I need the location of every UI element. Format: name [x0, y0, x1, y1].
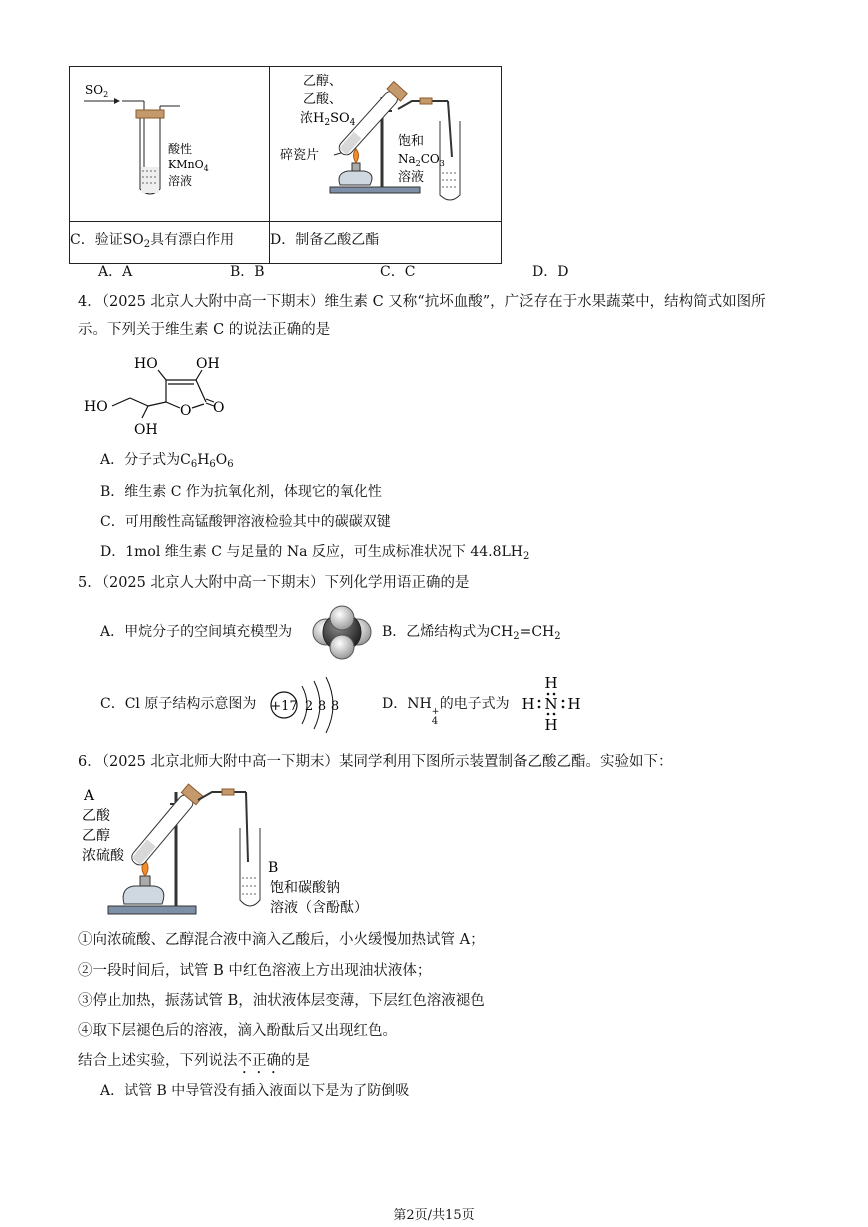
methane-fill-model — [306, 604, 378, 660]
ester-prep-apparatus — [270, 67, 501, 217]
q5-stem: 5．（2025 北京人大附中高一下期末）下列化学用语正确的是 — [78, 575, 470, 591]
svg-text:2: 2 — [304, 699, 314, 714]
svg-text:HO: HO — [84, 399, 108, 415]
svg-text:O: O — [213, 400, 225, 416]
svg-text:乙醇: 乙醇 — [82, 828, 110, 844]
svg-text:H: H — [521, 695, 535, 713]
experiment-table — [69, 66, 502, 264]
q5-option-c[interactable]: C．Cl 原子结构示意图为 — [100, 696, 257, 712]
svg-text:乙醇、: 乙醇、 — [303, 74, 343, 89]
cl-atom-diagram — [266, 674, 346, 736]
svg-text:浓H2SO4: 浓$H_2SO_4$ — [300, 111, 356, 128]
q5-option-a[interactable]: A．甲烷分子的空间填充模型为 — [100, 624, 293, 640]
q6-option-a[interactable]: A．试管 B 中导管没有插入液面以下是为了防倒吸 — [100, 1083, 410, 1099]
svg-text:H: H — [544, 716, 558, 734]
svg-text:乙酸、: 乙酸、 — [303, 92, 343, 107]
svg-text:溶液（含酚酞）: 溶液（含酚酞） — [270, 900, 368, 916]
svg-text:碎瓷片: 碎瓷片 — [280, 148, 320, 163]
svg-text:Na2CO3: $Na_2CO_3$ — [398, 152, 445, 168]
svg-text:B: B — [268, 860, 279, 876]
emphasis-not-correct: 不正确 — [237, 1053, 281, 1069]
q4-option-c[interactable]: C．可用酸性高锰酸钾溶液检验其中的碳碳双键 — [100, 514, 391, 530]
apparatus-cell-d — [270, 67, 502, 222]
ammonium-electron-dot — [518, 672, 584, 736]
apparatus-cell-c — [70, 67, 270, 222]
svg-text:溶液: 溶液 — [398, 170, 425, 185]
page-footer: 第2页/共15页 — [393, 1208, 475, 1223]
q6-question: 结合上述实验，下列说法不正确的是 — [78, 1053, 310, 1069]
q5-option-d[interactable]: D．NH + 4 的电子式为 — [382, 696, 510, 727]
svg-text:饱和碳酸钠: 饱和碳酸钠 — [270, 880, 340, 896]
svg-text:KMnO4: KMnO$_4$ — [168, 158, 209, 173]
svg-text:酸性: 酸性 — [168, 142, 193, 156]
svg-text:HO: HO — [134, 356, 158, 372]
svg-text:H: H — [544, 674, 558, 692]
svg-text:OH: OH — [196, 356, 220, 372]
svg-text:饱和: 饱和 — [398, 134, 425, 149]
q6-stem: 6．（2025 北京北师大附中高一下期末）某同学利用下图所示装置制备乙酸乙酯。实验如下： — [78, 754, 673, 770]
svg-text:8: 8 — [330, 699, 340, 714]
q3-option-b[interactable]: B．B — [230, 264, 265, 280]
so2-kmno4-apparatus — [70, 67, 269, 217]
q6-step-3: ③停止加热，振荡试管 B，油状液体层变薄，下层红色溶液褪色 — [78, 993, 485, 1009]
q6-apparatus — [80, 782, 400, 922]
q4-option-b[interactable]: B．维生素 C 作为抗氧化剂，体现它的氧化性 — [100, 484, 382, 500]
q4-option-a[interactable]: A．分子式为$C_6H_6O_6$ — [100, 452, 234, 470]
svg-text:H: H — [567, 695, 581, 713]
svg-text:乙酸: 乙酸 — [82, 808, 110, 824]
q4-stem-line1: 4．（2025 北京人大附中高一下期末）维生素 C 又称“抗坏血酸”，广泛存在于水果蔬菜中，结构简式如图所 — [78, 294, 766, 310]
q6-step-1: ①向浓硫酸、乙醇混合液中滴入乙酸后，小火缓慢加热试管 A； — [78, 932, 485, 948]
svg-text:O: O — [180, 403, 192, 419]
svg-text:8: 8 — [317, 699, 327, 714]
vitamin-c-structure — [78, 346, 258, 438]
q3-option-d[interactable]: D．D — [532, 264, 569, 280]
caption-c: C．验证$SO_2$具有漂白作用 — [70, 222, 270, 264]
gas-label: $SO_2$ — [85, 83, 109, 99]
q3-option-a[interactable]: A．A — [98, 264, 133, 280]
q6-step-4: ④取下层褪色后的溶液，滴入酚酞后又出现红色。 — [78, 1023, 397, 1039]
svg-text:浓硫酸: 浓硫酸 — [82, 848, 124, 864]
caption-d: D．制备乙酸乙酯 — [270, 222, 502, 264]
svg-text:A: A — [84, 788, 95, 804]
svg-text:溶液: 溶液 — [168, 174, 193, 188]
q6-step-2: ②一段时间后，试管 B 中红色溶液上方出现油状液体； — [78, 963, 432, 979]
q4-option-d[interactable]: D．1mol 维生素 C 与足量的 Na 反应，可生成标准状况下 $44.8LH_2$ — [100, 544, 530, 562]
svg-text:N: N — [544, 695, 558, 713]
q5-option-b[interactable]: B．乙烯结构式为$CH_2=CH_2$ — [382, 624, 561, 642]
q4-stem-line2: 示。下列关于维生素 C 的说法正确的是 — [78, 322, 331, 338]
q3-option-c[interactable]: C．C — [380, 264, 416, 280]
svg-text:+17: +17 — [270, 699, 298, 714]
svg-text:OH: OH — [134, 422, 158, 438]
